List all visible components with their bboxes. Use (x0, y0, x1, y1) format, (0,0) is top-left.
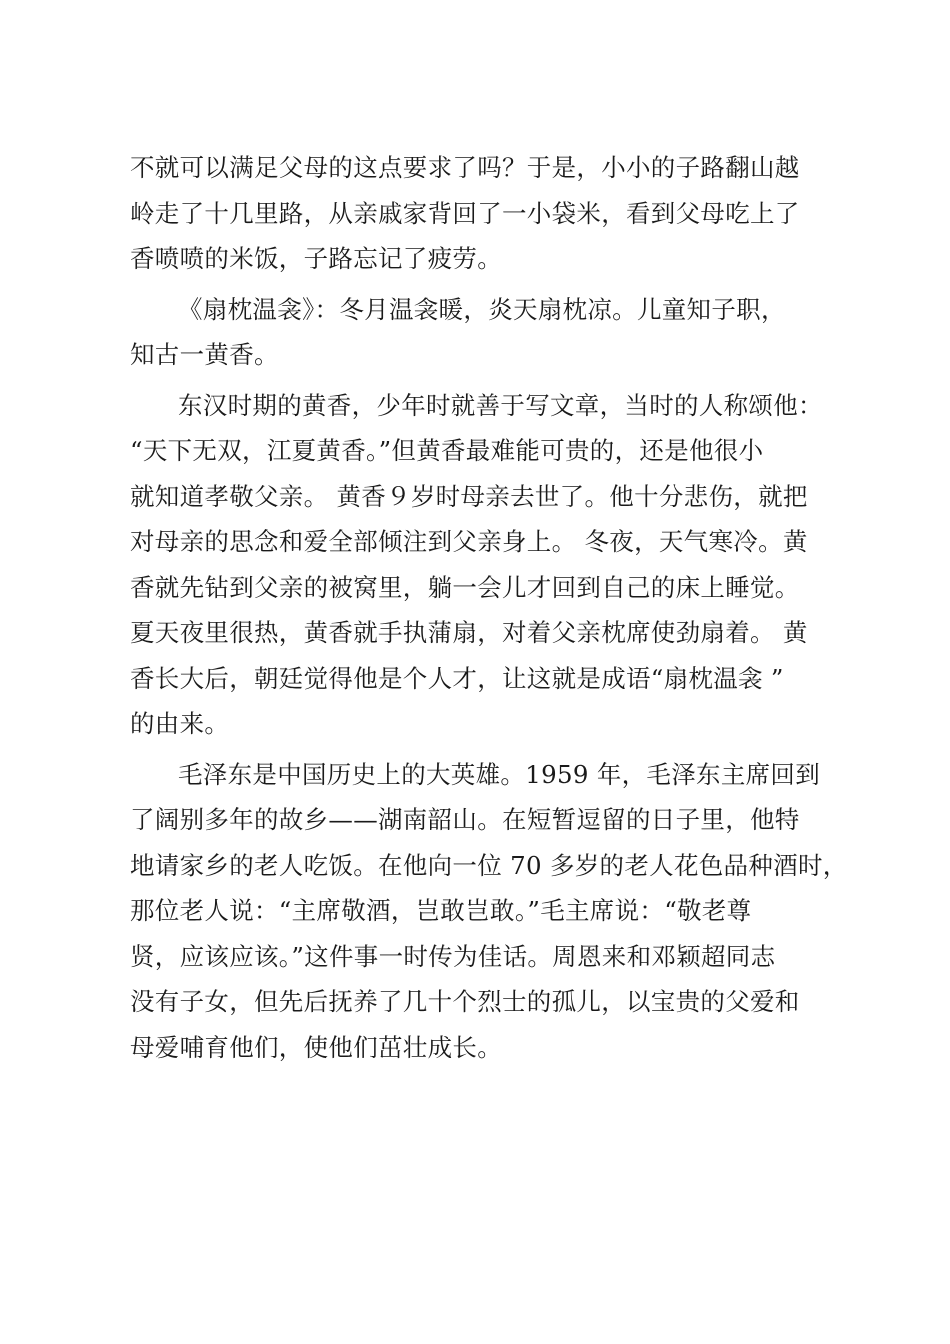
text-line: 贤，应该应该。”这件事一时传为佳话。周恩来和邓颖超同志 (130, 941, 776, 971)
text-line: 香喷喷的米饭，子路忘记了疲劳。 (130, 244, 502, 273)
text-line: 毛泽东是中国历史上的大英雄。1959 年，毛泽东主席回到 (178, 759, 821, 789)
text-line: 香长大后，朝廷觉得他是个人才，让这就是成语“扇枕温衾 ” (130, 663, 784, 693)
body-text (130, 145, 848, 1070)
text-line: 知古一黄香。 (130, 340, 279, 369)
text-line: 地请家乡的老人吃饭。在他向一位 70 多岁的老人花色品种酒时， (130, 850, 848, 880)
text-line: “天下无双，江夏黄香。”但黄香最难能可贵的，还是他很小 (130, 436, 764, 465)
paragraph-zilu-continued (130, 145, 840, 282)
text-line: 了阔别多年的故乡——湖南韶山。在短暂逗留的日子里，他特 (130, 805, 800, 834)
text-line: 就知道孝敬父亲。 黄香９岁时母亲去世了。他十分悲伤，就把 (130, 481, 808, 511)
text-line: 夏天夜里很热，黄香就手执蒲扇，对着父亲枕席使劲扇着。 黄 (130, 618, 808, 647)
text-line: 香就先钻到父亲的被窝里，躺一会儿才回到自己的床上睡觉。 (130, 572, 800, 602)
text-line: 对母亲的思念和爱全部倾注到父亲身上。 冬夜，天气寒冷。黄 (130, 527, 808, 556)
paragraph-maozedong (130, 752, 848, 1071)
text-line: 不就可以满足父母的这点要求了吗？于是，小小的子路翻山越 (130, 153, 800, 182)
text-line: 的由来。 (130, 709, 230, 738)
text-line: 没有子女，但先后抚养了几十个烈士的孤儿，以宝贵的父爱和 (130, 987, 800, 1016)
text-line: 《扇枕温衾》：冬月温衾暖，炎天扇枕凉。儿童知子职， (178, 294, 786, 324)
text-line: 那位老人说：“主席敬酒，岂敢岂敢。”毛主席说：“敬老尊 (130, 896, 752, 925)
text-line: 母爱哺育他们，使他们茁壮成长。 (130, 1032, 502, 1062)
text-line: 东汉时期的黄香，少年时就善于写文章，当时的人称颂他： (178, 390, 823, 420)
paragraph-huangxiang (130, 383, 840, 747)
paragraph-poem (130, 287, 840, 378)
text-line: 岭走了十几里路，从亲戚家背回了一小袋米，看到父母吃上了 (130, 198, 800, 228)
